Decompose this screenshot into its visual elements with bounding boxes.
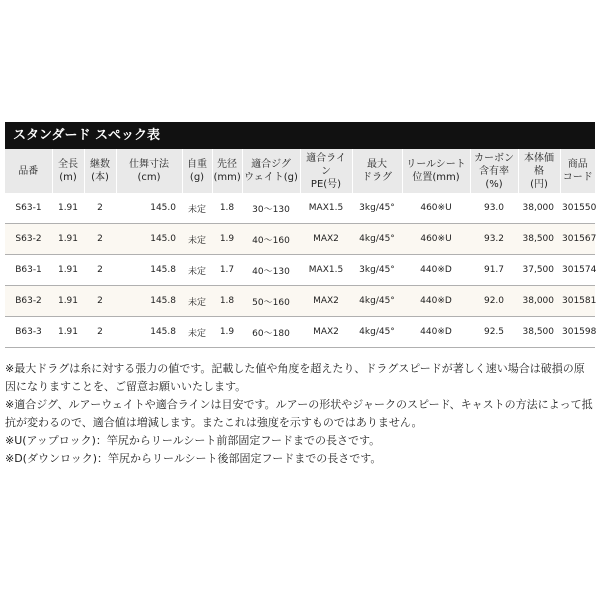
note-text: ※U(アップロック)：竿尻からリールシート前部固定フードまでの長さです。 (5, 434, 381, 447)
column-header (300, 149, 352, 193)
table-cell: 未定 (182, 255, 212, 286)
table-cell: 60～180 (242, 317, 300, 348)
table-cell: 50～160 (242, 286, 300, 317)
table-cell: 4kg/45° (352, 224, 402, 255)
table-cell: 1.91 (52, 317, 84, 348)
notes-section (5, 360, 595, 468)
table-cell: MAX2 (300, 286, 352, 317)
spec-table-title: スタンダード スペック表 (5, 122, 595, 149)
table-row (5, 255, 595, 286)
table-cell: 38,000 (518, 286, 560, 317)
spec-table (5, 149, 595, 348)
table-cell: 93.2 (470, 224, 518, 255)
table-cell: 93.0 (470, 193, 518, 224)
table-cell: MAX1.5 (300, 255, 352, 286)
column-header (116, 149, 182, 193)
table-cell: S63-1 (5, 193, 52, 224)
note-text: ※適合ジグ、ルアーウェイトや適合ラインは目安です。ルアーの形状やジャークのスピード、キャストの方法によって抵抗が変わるので、適合値は増減します。またこれは強度を示すものではありません。 (5, 398, 593, 429)
table-cell: 1.91 (52, 193, 84, 224)
table-cell: 2 (84, 317, 116, 348)
table-cell: 301581 (560, 286, 595, 317)
table-cell: S63-2 (5, 224, 52, 255)
spec-sheet (5, 122, 595, 468)
table-cell: 460※U (402, 193, 470, 224)
table-cell: 1.8 (212, 193, 242, 224)
table-cell: 1.91 (52, 255, 84, 286)
column-header-line: 商品 (567, 159, 588, 170)
column-header-line: 位置(mm) (412, 172, 460, 183)
column-header-line: 自重 (187, 159, 207, 170)
table-cell: 未定 (182, 193, 212, 224)
column-header-line: (円) (530, 178, 548, 190)
table-cell: 301574 (560, 255, 595, 286)
table-cell: B63-2 (5, 286, 52, 317)
table-cell: 440※D (402, 255, 470, 286)
column-header (242, 149, 300, 193)
table-header-row (5, 149, 595, 193)
column-header-line: (mm) (213, 172, 241, 183)
column-header-line: (cm) (137, 172, 161, 183)
table-cell: 145.0 (116, 193, 182, 224)
table-cell: 未定 (182, 317, 212, 348)
column-header-line: リールシート (406, 159, 466, 170)
table-cell: 1.91 (52, 224, 84, 255)
table-cell: 38,500 (518, 224, 560, 255)
column-header-line: 適合ライン (306, 152, 346, 177)
column-header-line: ウェイト(g) (244, 172, 298, 183)
column-header-line: 仕舞寸法 (129, 159, 169, 170)
table-cell: 3kg/45° (352, 255, 402, 286)
table-cell: 40～160 (242, 224, 300, 255)
table-row (5, 193, 595, 224)
table-cell: 460※U (402, 224, 470, 255)
table-row (5, 224, 595, 255)
column-header (212, 149, 242, 193)
table-body (5, 193, 595, 348)
table-cell: 301550 (560, 193, 595, 224)
column-header (352, 149, 402, 193)
table-cell: B63-1 (5, 255, 52, 286)
table-cell: 1.91 (52, 286, 84, 317)
table-cell: 145.8 (116, 286, 182, 317)
table-cell: 301567 (560, 224, 595, 255)
column-header (560, 149, 595, 193)
column-header-line: ドラグ (362, 172, 392, 183)
column-header-line: 含有率(%) (479, 165, 509, 190)
table-cell: 440※D (402, 317, 470, 348)
column-header (182, 149, 212, 193)
column-header-line: コード (562, 172, 593, 183)
note-text: ※D(ダウンロック)：竿尻からリールシート後部固定フードまでの長さです。 (5, 452, 382, 465)
table-cell: 440※D (402, 286, 470, 317)
column-header-line: (本) (91, 172, 109, 183)
table-cell: MAX2 (300, 317, 352, 348)
column-header (518, 149, 560, 193)
table-cell: 4kg/45° (352, 317, 402, 348)
table-cell: 2 (84, 286, 116, 317)
column-header (52, 149, 84, 193)
table-cell: 92.5 (470, 317, 518, 348)
table-cell: 38,500 (518, 317, 560, 348)
table-cell: 145.8 (116, 255, 182, 286)
table-cell: 1.9 (212, 317, 242, 348)
column-header-line: 本体価格 (524, 152, 554, 177)
note-text: ※最大ドラグは糸に対する張力の値です。記載した値や角度を超えたり、ドラグスピードが著しく速い場合は破損の原因になりますことを、ご留意お願いいたします。 (5, 362, 585, 393)
table-cell: MAX2 (300, 224, 352, 255)
table-cell: 145.8 (116, 317, 182, 348)
table-cell: MAX1.5 (300, 193, 352, 224)
column-header (470, 149, 518, 193)
table-cell: 91.7 (470, 255, 518, 286)
column-header-line: 継数 (90, 159, 110, 170)
table-cell: 4kg/45° (352, 286, 402, 317)
table-cell: 1.8 (212, 286, 242, 317)
column-header-line: 適合ジグ (251, 159, 291, 170)
column-header-line: (m) (59, 172, 77, 183)
column-header-line: PE(号) (310, 178, 342, 190)
column-header-line: (g) (189, 172, 205, 183)
table-cell: B63-3 (5, 317, 52, 348)
table-cell: 2 (84, 224, 116, 255)
column-header-line: 先径 (217, 159, 237, 170)
table-cell: 1.9 (212, 224, 242, 255)
column-header-line: 最大 (367, 159, 387, 170)
column-header-line: 品番 (18, 165, 39, 177)
table-cell: 2 (84, 255, 116, 286)
column-header-line: カーボン (474, 152, 514, 164)
table-cell: 30～130 (242, 193, 300, 224)
column-header (84, 149, 116, 193)
column-header-line: 全長 (58, 159, 78, 170)
table-cell: 3kg/45° (352, 193, 402, 224)
table-cell: 145.0 (116, 224, 182, 255)
column-header (5, 149, 52, 193)
table-cell: 40～130 (242, 255, 300, 286)
table-cell: 92.0 (470, 286, 518, 317)
table-cell: 38,000 (518, 193, 560, 224)
table-cell: 未定 (182, 224, 212, 255)
table-row (5, 286, 595, 317)
table-cell: 1.7 (212, 255, 242, 286)
table-cell: 301598 (560, 317, 595, 348)
table-cell: 未定 (182, 286, 212, 317)
column-header (402, 149, 470, 193)
table-cell: 37,500 (518, 255, 560, 286)
table-cell: 2 (84, 193, 116, 224)
table-row (5, 317, 595, 348)
